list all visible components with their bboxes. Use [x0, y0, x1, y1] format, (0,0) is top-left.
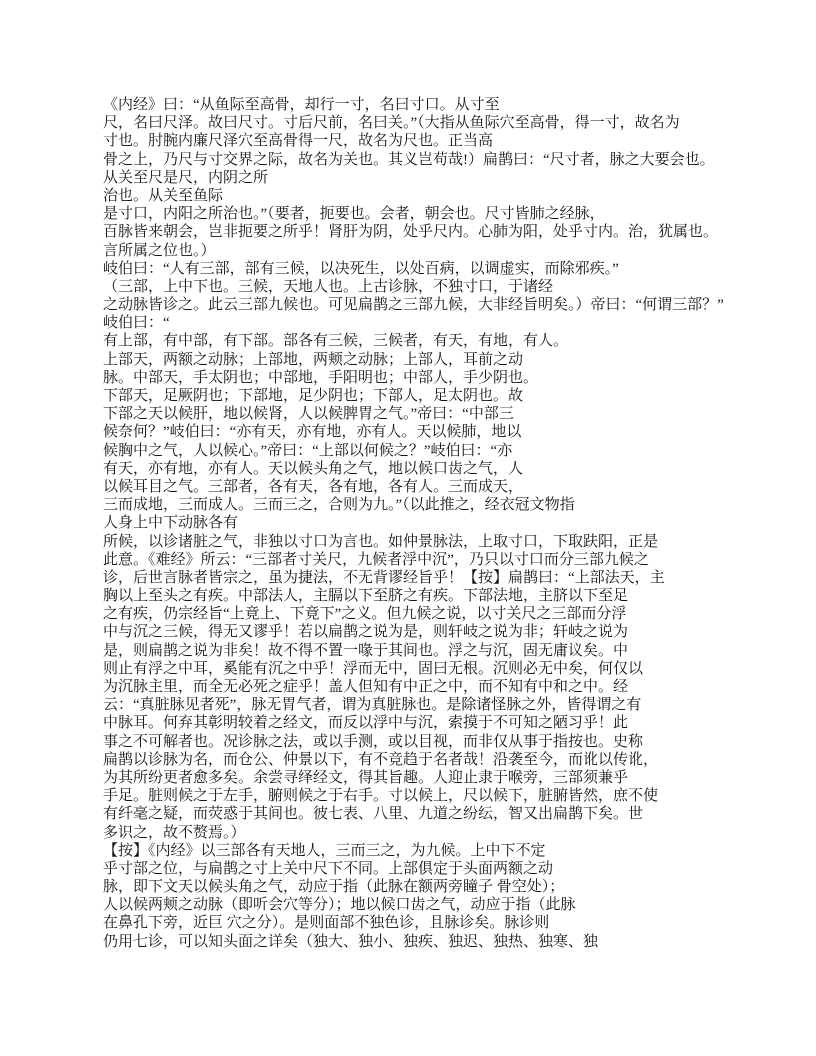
- text-line: 脉，即下文天以候头角之气，动应于指（此脉在额两旁瞳子 骨空处）；: [103, 879, 565, 896]
- text-line: 乎寸部之位，与扁鹊之寸上关中尺下不同。上部俱定于头面两额之动: [103, 860, 554, 877]
- text-line: 有纤毫之疑，而荧惑于其间也。彼七表、八里、九道之纷纭，智又出扁鹊下矣。世: [103, 806, 644, 823]
- text-line: 此意。《难经》所云：“三部者寸关尺，九候者浮中沉”，乃只以寸口而分三部九候之: [103, 551, 649, 568]
- text-line: 尺，名曰尺泽。故曰尺寸。寸后尺前，名曰关。”（大指从鱼际穴至高骨，得一寸，故名为: [103, 115, 680, 132]
- text-line: 《内经》曰：“从鱼际至高骨，却行一寸，名曰寸口。从寸至: [103, 97, 500, 113]
- text-line: 有上部，有中部，有下部。部各有三候，三候者，有天，有地，有人。: [103, 333, 569, 350]
- text-line: 手足。脏则候之于左手，腑则候之于右手。寸以候上，尺以候下，脏腑皆然，庶不使: [103, 788, 659, 805]
- text-line: 寸也。肘腕内廉尺泽穴至高骨得一尺，故名为尺也。正当高: [103, 133, 494, 150]
- text-line: 有天，亦有地，亦有人。天以候头角之气，地以候口齿之气，人: [103, 460, 524, 477]
- text-line: 仍用七诊，可以知头面之详矣（独大、独小、独疾、独迟、独热、独寒、独: [103, 933, 599, 950]
- text-line: 胸以上至头之有疾。中部法人，主膈以下至脐之有疾。下部法地，主脐以下至足: [103, 588, 629, 605]
- text-line: 候胸中之气，人以候心。”帝曰：“上部以何候之？”岐伯曰：“亦: [103, 442, 513, 459]
- text-line: 在鼻孔下旁，近巨 穴之分）。是则面部不独色诊，且脉诊矣。脉诊则: [103, 915, 550, 932]
- text-line: 治也。从关至鱼际: [103, 187, 224, 204]
- text-line: 岐伯曰：“: [103, 315, 170, 332]
- text-line: 所候，以诊诸脏之气，非独以寸口为言也。如仲景脉法，上取寸口，下取趺阳，正是: [103, 533, 659, 550]
- text-line: 云：“真脏脉见者死”，脉无胃气者，谓为真脏脉也。是除诸怪脉之外，皆得谓之有: [103, 697, 642, 714]
- text-line: 为沉脉主里，而全无必死之症乎！盖人但知有中正之中，而不知有中和之中。经: [103, 679, 629, 695]
- text-line: 是，则扁鹊之说为非矣！故不得不置一喙于其间也。浮之与沉，固无庸议矣。中: [103, 642, 629, 659]
- text-line: 从关至尺是尺，内阴之所: [103, 169, 269, 186]
- text-line: 候奈何？”岐伯曰：“亦有天，亦有地，亦有人。天以候肺，地以: [103, 424, 522, 441]
- text-line: 上部天，两额之动脉；上部地，两颊之动脉；上部人，耳前之动: [103, 351, 524, 368]
- text-line: 骨之上，乃尺与寸交界之际，故名为关也。其义岂苟哉!）扁鹊曰：“尺寸者，脉之大要会也。: [103, 151, 715, 168]
- text-line: 百脉皆来朝会，岂非扼要之所乎！肾肝为阴，处乎尺内。心肺为阳，处乎寸内。治，犹属也。: [103, 224, 719, 241]
- text-line: 脉。中部天，手太阴也；中部地，手阳明也；中部人，手少阴也。: [103, 369, 539, 386]
- text-line: 言所属之位也。）: [103, 242, 216, 259]
- text-line: 下部之天以候肝，地以候肾，人以候脾胃之气。”帝曰：“中部三: [103, 406, 514, 423]
- text-line: 诊，后世言脉者皆宗之，虽为捷法，不无背谬经旨乎！【按】扁鹊曰：“上部法天，主: [103, 569, 665, 586]
- text-line: 以候耳目之气。三部者，各有天，各有地，各有人。三而成天，: [103, 478, 524, 495]
- text-line: 之动脉皆诊之。此云三部九候也。可见扁鹊之三部九候，大非经旨明矣。）帝曰：“何谓三部？”: [103, 297, 724, 314]
- text-line: 中与沉之三候，得无又谬乎！若以扁鹊之说为是，则轩岐之说为非；轩岐之说为: [103, 624, 629, 641]
- text-line: 是寸口，内阳之所治也。”（要者，扼要也。会者，朝会也。尺寸皆肺之经脉，: [103, 206, 605, 223]
- text-line: 人以候两颊之动脉（即听会穴等分）；地以候口齿之气，动应于指（此脉: [103, 897, 576, 914]
- text-line: 人身上中下动脉各有: [103, 515, 239, 532]
- text-line: 下部天，足厥阴也；下部地，足少阴也；下部人，足太阴也。故: [103, 388, 524, 404]
- text-line: 扁鹊以诊脉为名，而仓公、仲景以下，有不竞趋于名者哉！沿袭至今，而讹以传讹，: [103, 751, 659, 768]
- text-line: 【按】《内经》以三部各有天地人，三而三之，为九候。上中下不定: [103, 842, 546, 859]
- text-line: 中脉耳。何弃其彰明较着之经文，而反以浮中与沉，索摸于不可知之陋习乎！此: [103, 715, 629, 732]
- text-line: 之有疾，仍宗经旨“上竟上、下竟下”之义。但九候之说，以寸关尺之三部而分浮: [103, 606, 627, 623]
- text-line: 多识之，故不赘焉。）: [103, 824, 246, 841]
- text-line: 三而成地，三而成人。三而三之，合则为九。”（以此推之，经衣冠文物指: [103, 497, 575, 514]
- text-line: 岐伯曰：“人有三部，部有三候，以决死生，以处百病，以调虚实，而除邪疾。”: [103, 260, 619, 277]
- text-line: 为其所纷更者愈多矣。余尝寻绎经文，得其旨趣。人迎止隶于喉旁，三部须兼乎: [103, 769, 629, 786]
- text-line: 则止有浮之中耳，奚能有沉之中乎！浮而无中，固曰无根。沉则必无中矣，何仅以: [103, 660, 644, 677]
- text-line: （三部，上中下也。三候，天地人也。上古诊脉，不独寸口，于诸经: [103, 278, 554, 295]
- document-text: [103, 96, 725, 951]
- text-line: 事之不可解者也。况诊脉之法，或以手测，或以目视，而非仅从事于指按也。史称: [103, 733, 644, 750]
